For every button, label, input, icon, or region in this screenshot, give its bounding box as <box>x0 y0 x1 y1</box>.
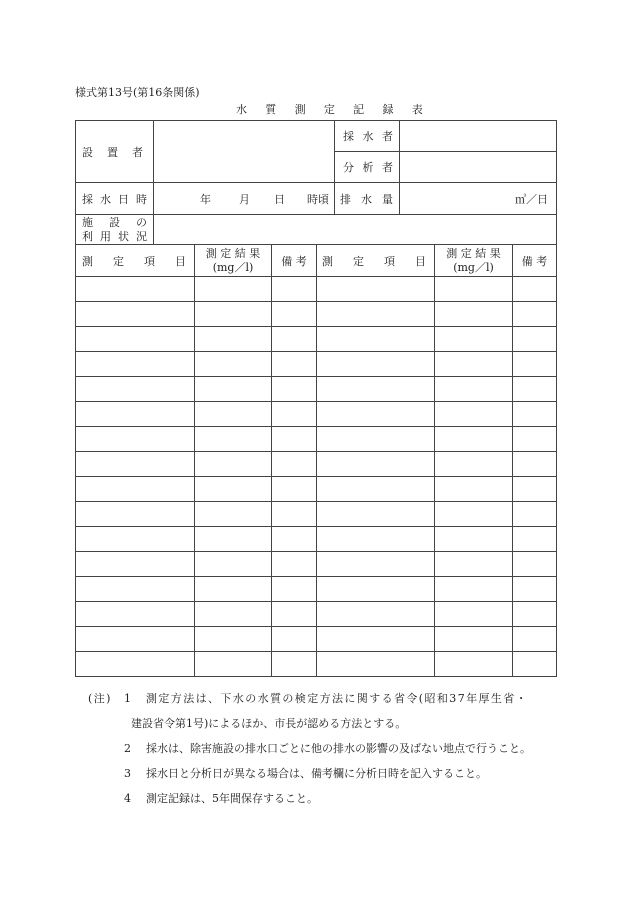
result-left-cell[interactable] <box>195 427 272 452</box>
result-right-cell[interactable] <box>435 302 513 327</box>
item-header-char: 項 <box>144 254 155 268</box>
table-row <box>76 427 557 452</box>
result-right-cell[interactable] <box>435 402 513 427</box>
item-left-cell[interactable] <box>76 327 195 352</box>
table-row <box>76 627 557 652</box>
item-left-cell[interactable] <box>76 277 195 302</box>
item-left-cell[interactable] <box>76 427 195 452</box>
table-row <box>76 302 557 327</box>
result-left-cell[interactable] <box>195 327 272 352</box>
note-right-cell[interactable] <box>513 527 557 552</box>
item-header-char: 測 <box>82 254 93 268</box>
result-header-right <box>435 245 513 277</box>
result-left-cell[interactable] <box>195 402 272 427</box>
note-left-cell[interactable] <box>272 477 317 502</box>
facility-usage-label-char: 施 <box>82 215 93 229</box>
measurement-rows <box>76 277 557 677</box>
result-left-cell[interactable] <box>195 277 272 302</box>
result-right-cell[interactable] <box>435 652 513 677</box>
note-number: 2 <box>124 742 131 755</box>
item-header-char: 目 <box>415 254 426 268</box>
sampler-field[interactable] <box>400 121 557 152</box>
result-right-cell[interactable] <box>435 552 513 577</box>
note-right-cell[interactable] <box>513 577 557 602</box>
item-right-cell[interactable] <box>317 477 435 502</box>
table-row <box>76 402 557 427</box>
note-left-cell[interactable] <box>272 552 317 577</box>
analyst-field[interactable] <box>400 152 557 183</box>
installer-field[interactable] <box>154 121 335 183</box>
note-right-cell[interactable] <box>513 377 557 402</box>
note-text: 測定記録は、5年間保存すること。 <box>146 792 318 805</box>
item-right-cell[interactable] <box>317 352 435 377</box>
item-left-cell[interactable] <box>76 302 195 327</box>
result-left-cell[interactable] <box>195 627 272 652</box>
discharge-label-char: 排 <box>340 192 351 206</box>
table-row <box>76 277 557 302</box>
installer-label-char: 者 <box>132 145 143 159</box>
note-right-cell[interactable] <box>513 452 557 477</box>
note-right-cell[interactable] <box>513 402 557 427</box>
note-left-cell[interactable] <box>272 502 317 527</box>
result-left-cell[interactable] <box>195 602 272 627</box>
table-row <box>76 552 557 577</box>
sampling-datetime-label-char: 時 <box>136 192 147 206</box>
item-header-char: 定 <box>353 254 364 268</box>
water-quality-record-table <box>75 120 557 677</box>
item-right-cell[interactable] <box>317 502 435 527</box>
analyst-label-char: 者 <box>382 161 393 174</box>
item-right-cell[interactable] <box>317 402 435 427</box>
result-right-cell[interactable] <box>435 502 513 527</box>
table-row <box>76 327 557 352</box>
table-row <box>76 577 557 602</box>
sampler-label-cell <box>335 121 400 152</box>
note-left-cell[interactable] <box>272 327 317 352</box>
item-right-cell[interactable] <box>317 552 435 577</box>
note-header-right: 備 考 <box>513 245 557 277</box>
item-left-cell[interactable] <box>76 352 195 377</box>
analyst-label-char: 析 <box>362 161 374 174</box>
note-left-cell[interactable] <box>272 277 317 302</box>
time-unit: 時頃 <box>307 192 329 206</box>
result-right-cell[interactable] <box>435 627 513 652</box>
note-number: 1 <box>124 692 133 705</box>
result-right-cell[interactable] <box>435 577 513 602</box>
analyst-label-cell <box>335 152 400 183</box>
item-right-cell[interactable] <box>317 652 435 677</box>
note-right-cell[interactable] <box>513 502 557 527</box>
item-left-cell[interactable] <box>76 527 195 552</box>
result-left-cell[interactable] <box>195 502 272 527</box>
table-row <box>76 477 557 502</box>
analyst-label-char: 分 <box>343 161 354 174</box>
item-left-cell[interactable] <box>76 377 195 402</box>
result-right-cell[interactable] <box>435 352 513 377</box>
item-left-cell[interactable] <box>76 577 195 602</box>
year-unit: 年 <box>200 192 211 206</box>
installer-label-cell <box>76 121 154 183</box>
item-right-cell[interactable] <box>317 377 435 402</box>
note-right-cell[interactable] <box>513 552 557 577</box>
item-left-cell[interactable] <box>76 602 195 627</box>
item-right-cell[interactable] <box>317 277 435 302</box>
result-left-cell[interactable] <box>195 352 272 377</box>
result-right-cell[interactable] <box>435 527 513 552</box>
item-header-char: 定 <box>113 254 124 268</box>
item-left-cell[interactable] <box>76 502 195 527</box>
measurement-header-row <box>76 245 557 277</box>
result-header-left <box>195 245 272 277</box>
item-right-cell[interactable] <box>317 577 435 602</box>
item-left-cell[interactable] <box>76 627 195 652</box>
item-header-left <box>76 245 195 277</box>
note-text: 採水は、除害施設の排水口ごとに他の排水の影響の及ばない地点で行うこと。 <box>146 742 531 755</box>
note-right-cell[interactable] <box>513 627 557 652</box>
table-row <box>76 377 557 402</box>
sampler-label-char: 水 <box>362 130 374 143</box>
note-left-cell[interactable] <box>272 452 317 477</box>
document-title: 水 質 測 定 記 録 表 <box>236 103 431 116</box>
result-header-line1: 測 定 結 果 <box>205 247 261 260</box>
sampling-datetime-label-char: 水 <box>100 192 111 206</box>
note-text: 測定方法は、下水の水質の検定方法に関する省令(昭和37年厚生省・ <box>146 692 529 705</box>
table-row <box>76 502 557 527</box>
facility-usage-label-char: の <box>136 215 147 229</box>
form-number: 様式第13号(第16条関係) <box>75 86 200 99</box>
item-header-char: 目 <box>175 254 186 268</box>
result-right-cell[interactable] <box>435 277 513 302</box>
item-right-cell[interactable] <box>317 527 435 552</box>
discharge-field[interactable] <box>400 183 557 215</box>
facility-usage-label-char: 利 <box>82 229 93 243</box>
result-left-cell[interactable] <box>195 652 272 677</box>
result-right-cell[interactable] <box>435 327 513 352</box>
note-left-cell[interactable] <box>272 602 317 627</box>
result-header-line1: 測 定 結 果 <box>446 247 501 260</box>
item-header-char: 測 <box>322 254 333 268</box>
note-left-cell[interactable] <box>272 427 317 452</box>
result-right-cell[interactable] <box>435 377 513 402</box>
sampling-datetime-field[interactable] <box>154 183 335 215</box>
result-left-cell[interactable] <box>195 552 272 577</box>
note-left-cell[interactable] <box>272 352 317 377</box>
note-number: 3 <box>124 767 131 780</box>
facility-usage-label-cell <box>76 215 154 245</box>
note-left-cell[interactable] <box>272 652 317 677</box>
facility-usage-label-char: 設 <box>109 215 120 229</box>
result-header-unit: (mg／l) <box>453 261 494 274</box>
note-left-cell[interactable] <box>272 377 317 402</box>
discharge-label-char: 水 <box>361 192 372 206</box>
note-left-cell[interactable] <box>272 577 317 602</box>
sampler-label-char: 採 <box>343 130 354 143</box>
note-right-cell[interactable] <box>513 277 557 302</box>
table-row <box>76 652 557 677</box>
sampling-datetime-label-char: 日 <box>118 192 129 206</box>
item-right-cell[interactable] <box>317 327 435 352</box>
item-left-cell[interactable] <box>76 477 195 502</box>
sampler-label-char: 者 <box>382 130 393 143</box>
result-right-cell[interactable] <box>435 602 513 627</box>
note-left-cell[interactable] <box>272 402 317 427</box>
note-text-continued: 建設省令第1号)によるほか、市長が認める方法とする。 <box>131 717 407 730</box>
note-right-cell[interactable] <box>513 352 557 377</box>
result-right-cell[interactable] <box>435 452 513 477</box>
facility-usage-label-char: 状 <box>118 229 129 243</box>
facility-usage-label-char: 用 <box>100 229 111 243</box>
table-row <box>76 527 557 552</box>
sampling-datetime-label-cell <box>76 183 154 215</box>
item-left-cell[interactable] <box>76 402 195 427</box>
notes-prefix: (注) <box>88 692 112 705</box>
discharge-unit: ㎥／日 <box>515 192 549 206</box>
result-left-cell[interactable] <box>195 527 272 552</box>
item-right-cell[interactable] <box>317 627 435 652</box>
note-right-cell[interactable] <box>513 427 557 452</box>
result-right-cell[interactable] <box>435 427 513 452</box>
note-right-cell[interactable] <box>513 327 557 352</box>
note-right-cell[interactable] <box>513 302 557 327</box>
table-row <box>76 602 557 627</box>
result-right-cell[interactable] <box>435 477 513 502</box>
note-number: 4 <box>124 792 131 805</box>
table-row <box>76 452 557 477</box>
result-left-cell[interactable] <box>195 577 272 602</box>
result-left-cell[interactable] <box>195 302 272 327</box>
facility-usage-field[interactable] <box>154 215 557 245</box>
note-left-cell[interactable] <box>272 627 317 652</box>
result-left-cell[interactable] <box>195 377 272 402</box>
notes-section <box>88 686 531 811</box>
installer-label-char: 設 <box>82 145 93 159</box>
sampling-datetime-label-char: 採 <box>82 192 93 206</box>
note-text: 採水日と分析日が異なる場合は、備考欄に分析日時を記入すること。 <box>146 767 487 780</box>
month-unit: 月 <box>239 192 250 206</box>
item-header-right <box>317 245 435 277</box>
installer-label-char: 置 <box>107 145 118 159</box>
result-left-cell[interactable] <box>195 477 272 502</box>
item-right-cell[interactable] <box>317 427 435 452</box>
discharge-label-cell <box>335 183 400 215</box>
facility-usage-label-char: 況 <box>136 229 147 243</box>
discharge-label-char: 量 <box>382 192 393 206</box>
item-left-cell[interactable] <box>76 552 195 577</box>
result-header-unit: (mg／l) <box>212 261 254 274</box>
item-left-cell[interactable] <box>76 452 195 477</box>
item-right-cell[interactable] <box>317 602 435 627</box>
note-right-cell[interactable] <box>513 602 557 627</box>
item-right-cell[interactable] <box>317 302 435 327</box>
item-right-cell[interactable] <box>317 452 435 477</box>
result-left-cell[interactable] <box>195 452 272 477</box>
note-right-cell[interactable] <box>513 477 557 502</box>
note-left-cell[interactable] <box>272 527 317 552</box>
item-left-cell[interactable] <box>76 652 195 677</box>
table-row <box>76 352 557 377</box>
note-right-cell[interactable] <box>513 652 557 677</box>
note-header-left: 備 考 <box>272 245 317 277</box>
item-header-char: 項 <box>384 254 395 268</box>
note-left-cell[interactable] <box>272 302 317 327</box>
day-unit: 日 <box>274 192 285 206</box>
